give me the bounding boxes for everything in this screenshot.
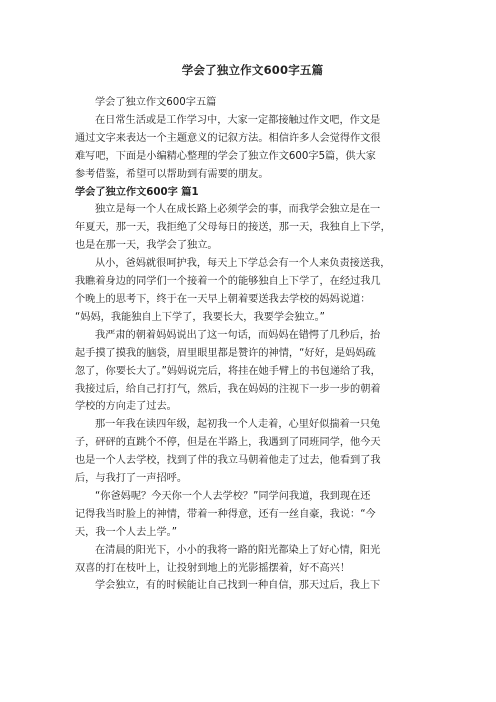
text-line: 那一年我在读四年级，起初我一个人走着，心里好似揣着一只兔 bbox=[95, 419, 381, 431]
document-title: 学会了独立作文600字五篇 bbox=[181, 63, 324, 77]
text-line: 子，砰砰的直跳个不停，但是在半路上，我遇到了同班同学，他今天 bbox=[75, 437, 381, 449]
text-line: 学会独立，有的时候能让自己找到一种自信，那天过后，我上下 bbox=[95, 580, 381, 592]
text-line: 难写吧，下面是小编精心整理的学会了独立作文600字5篇，供大家 bbox=[75, 150, 376, 162]
text-line: 学会了独立作文600字五篇 bbox=[95, 97, 217, 108]
text-line: 学校的方向走了过去。 bbox=[75, 401, 177, 413]
text-line: “妈妈，我能独自上下学了，我要长大，我要学会独立。” bbox=[75, 311, 325, 323]
text-line: 在清晨的阳光下，小小的我将一路的阳光都染上了好心情，阳光 bbox=[95, 544, 381, 556]
text-line: 忽了，你要长大了。”妈妈说完后，将挂在她手臂上的书包递给了我， bbox=[75, 365, 381, 377]
text-line: 参考借鉴，希望可以帮助到有需要的朋友。 bbox=[75, 168, 269, 180]
text-line: 天，我一个人去上学。” bbox=[75, 526, 178, 538]
text-line: 从小，爸妈就很呵护我，每天上下学总会有一个人来负责接送我， bbox=[95, 258, 391, 270]
text-line: 记得我当时脸上的神情，带着一种得意，还有一丝自豪，我说：“今 bbox=[75, 508, 376, 520]
text-line: “你爸妈呢？今天你一个人去学校？”同学问我道，我到现在还 bbox=[95, 490, 371, 502]
text-line: 也是在那一天，我学会了独立。 bbox=[75, 240, 218, 252]
text-line: 双喜的打在枝叶上，让投射到地上的光影摇摆着，好不高兴！ bbox=[75, 562, 351, 574]
text-line: 我严肃的朝着妈妈说出了这一句话，而妈妈在错愕了几秒后，抬 bbox=[95, 329, 381, 341]
text-line: 独立是每一个人在成长路上必须学会的事，而我学会独立是在一 bbox=[95, 204, 381, 216]
section-heading: 学会了独立作文600字 篇1 bbox=[75, 186, 199, 198]
text-line: 在日常生活或是工作学习中，大家一定都接触过作文吧，作文是 bbox=[95, 114, 381, 126]
text-line: 我瞧着身边的同学们一个接着一个的能够独自上下学了，在经过我几 bbox=[75, 276, 381, 288]
text-line: 个晚上的思考下，终于在一天早上朝着要送我去学校的妈妈说道： bbox=[75, 293, 371, 305]
text-line: 起手摸了摸我的脑袋，眉里眼里都是赞许的神情，“好好，是妈妈疏 bbox=[75, 347, 376, 359]
text-line: 后，与我打了一声招呼。 bbox=[75, 473, 188, 485]
document-body bbox=[75, 94, 430, 595]
text-line: 通过文字来表达一个主题意义的记叙方法。相信许多人会觉得作文很 bbox=[75, 132, 381, 144]
text-line: 也是一个人去学校，找到了伴的我立马朝着他走了过去，他看到了我 bbox=[75, 455, 381, 467]
text-line: 年夏天，那一天，我拒绝了父母每日的接送，那一天，我独自上下学， bbox=[75, 222, 391, 234]
text-line: 我接过后，给自己打打气，然后，我在妈妈的注视下一步一步的朝着 bbox=[75, 383, 381, 395]
